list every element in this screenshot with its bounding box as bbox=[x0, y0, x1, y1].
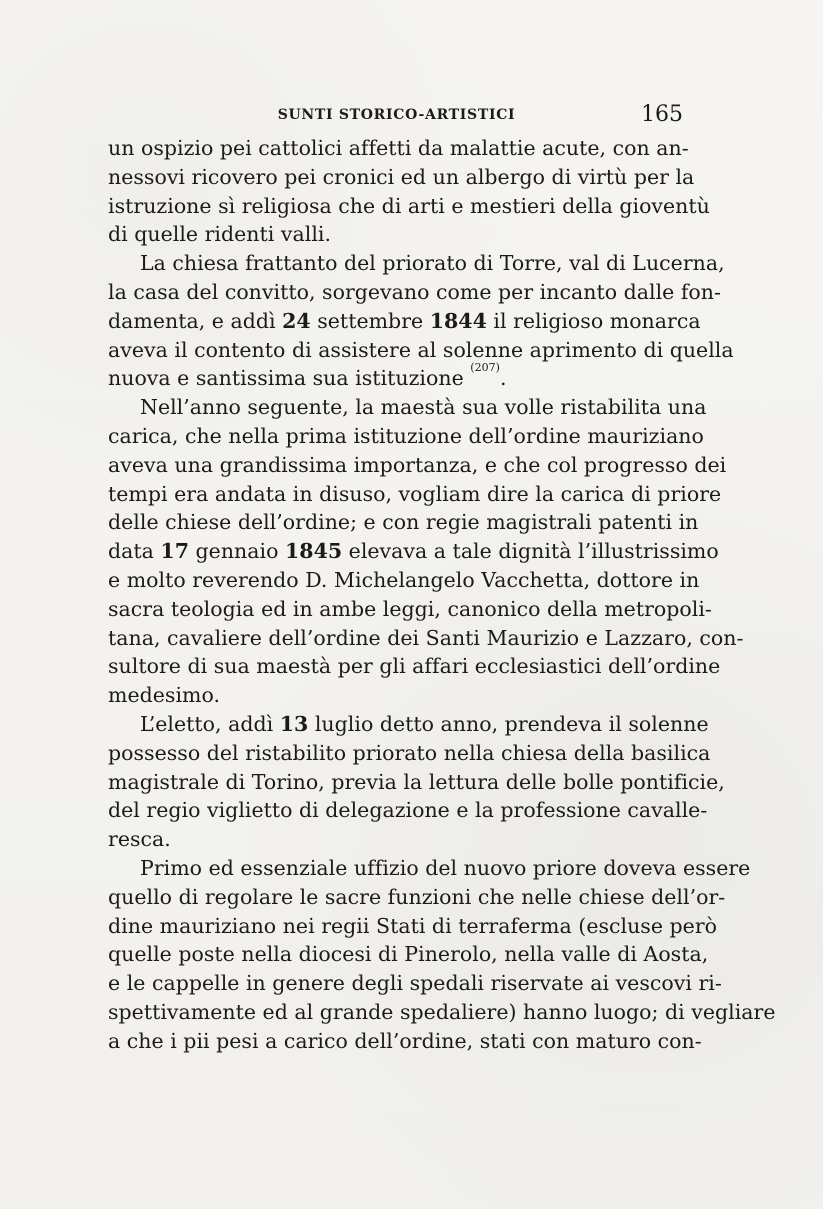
text-line: aveva una grandissima importanza, e che col progresso dei bbox=[108, 452, 727, 477]
text-line: aveva il contento di assistere al solenne aprimento di quella bbox=[108, 337, 734, 362]
text-line: nessovi ricovero pei cronici ed un albergo di virtù per la bbox=[108, 164, 695, 189]
date-number: 13 bbox=[279, 711, 309, 736]
paragraph-start-line bbox=[108, 710, 709, 739]
date-number: 24 bbox=[282, 308, 311, 333]
text-fragment: elevava a tale dignità l’illustrissimo bbox=[342, 539, 719, 564]
text-line: tempi era andata in disuso, vogliam dire la carica di priore bbox=[108, 481, 722, 506]
page-number: 165 bbox=[641, 102, 683, 127]
text-line: possesso del ristabilito priorato nella chiesa della basilica bbox=[108, 740, 711, 765]
footnote-marker: (207) bbox=[470, 360, 500, 374]
text-fragment: L’eletto, addì bbox=[140, 711, 280, 736]
text-line: di quelle ridenti valli. bbox=[108, 222, 332, 247]
text-fragment: gennaio bbox=[189, 539, 285, 564]
text-fragment: il religioso monarca bbox=[486, 308, 701, 333]
text-fragment: luglio detto anno, prendeva il solenne bbox=[308, 711, 709, 736]
text-line: medesimo. bbox=[108, 683, 221, 708]
text-line bbox=[108, 537, 719, 566]
year-number: 1844 bbox=[429, 308, 487, 333]
paragraph-start-line: Nell’anno seguente, la maestà sua volle ristabilita una bbox=[140, 395, 707, 420]
text-line: quello di regolare le sacre funzioni che nelle chiese dell’or- bbox=[108, 884, 726, 909]
text-line: sacra teologia ed in ambe leggi, canonico della metropoli- bbox=[108, 596, 712, 621]
paragraph-start-line: Primo ed essenziale uffizio del nuovo priore doveva essere bbox=[140, 855, 751, 880]
text-line bbox=[108, 307, 701, 336]
running-title: SUNTI STORICO-ARTISTICI bbox=[277, 107, 516, 123]
main-text bbox=[108, 134, 776, 1056]
text-line: resca. bbox=[108, 827, 171, 852]
text-line: magistrale di Torino, previa la lettura delle bolle pontificie, bbox=[108, 769, 725, 794]
year-number: 1845 bbox=[285, 539, 343, 564]
text-line bbox=[108, 360, 678, 393]
text-line: e molto reverendo D. Michelangelo Vacchetta, dottore in bbox=[108, 567, 700, 592]
running-header bbox=[110, 103, 683, 127]
text-fragment: data bbox=[108, 539, 161, 564]
text-fragment: . bbox=[499, 366, 507, 391]
text-line: spettivamente ed al grande spedaliere) hanno luogo; di vegliare bbox=[108, 999, 776, 1024]
text-line: del regio viglietto di delegazione e la professione cavalle- bbox=[108, 798, 708, 823]
text-line: dine mauriziano nei regii Stati di terraferma (escluse però bbox=[108, 913, 718, 938]
date-number: 17 bbox=[160, 539, 189, 564]
text-line: quelle poste nella diocesi di Pinerolo, nella valle di Aosta, bbox=[108, 942, 709, 967]
paragraph-start-line: La chiesa frattanto del priorato di Torre, val di Lucerna, bbox=[140, 251, 725, 276]
text-line: istruzione sì religiosa che di arti e mestieri della gioventù bbox=[108, 193, 710, 218]
text-line: sultore di sua maestà per gli affari ecclesiastici dell’ordine bbox=[108, 654, 721, 679]
text-line: carica, che nella prima istituzione dell’ordine mauriziano bbox=[108, 423, 704, 448]
text-line: tana, cavaliere dell’ordine dei Santi Maurizio e Lazzaro, con- bbox=[108, 625, 744, 650]
text-line: un ospizio pei cattolici affetti da malattie acute, con an- bbox=[108, 136, 689, 160]
text-fragment: nuova e santissima sua istituzione bbox=[108, 366, 471, 391]
text-line: delle chiese dell’ordine; e con regie magistrali patenti in bbox=[108, 510, 699, 535]
text-fragment: settembre bbox=[310, 308, 430, 333]
text-line: e le cappelle in genere degli spedali riservate ai vescovi ri- bbox=[108, 971, 722, 996]
text-fragment: damenta, e addì bbox=[108, 308, 283, 333]
text-line: la casa del convitto, sorgevano come per incanto dalle fon- bbox=[108, 279, 721, 304]
text-line: a che i pii pesi a carico dell’ordine, stati con maturo con- bbox=[108, 1028, 702, 1053]
